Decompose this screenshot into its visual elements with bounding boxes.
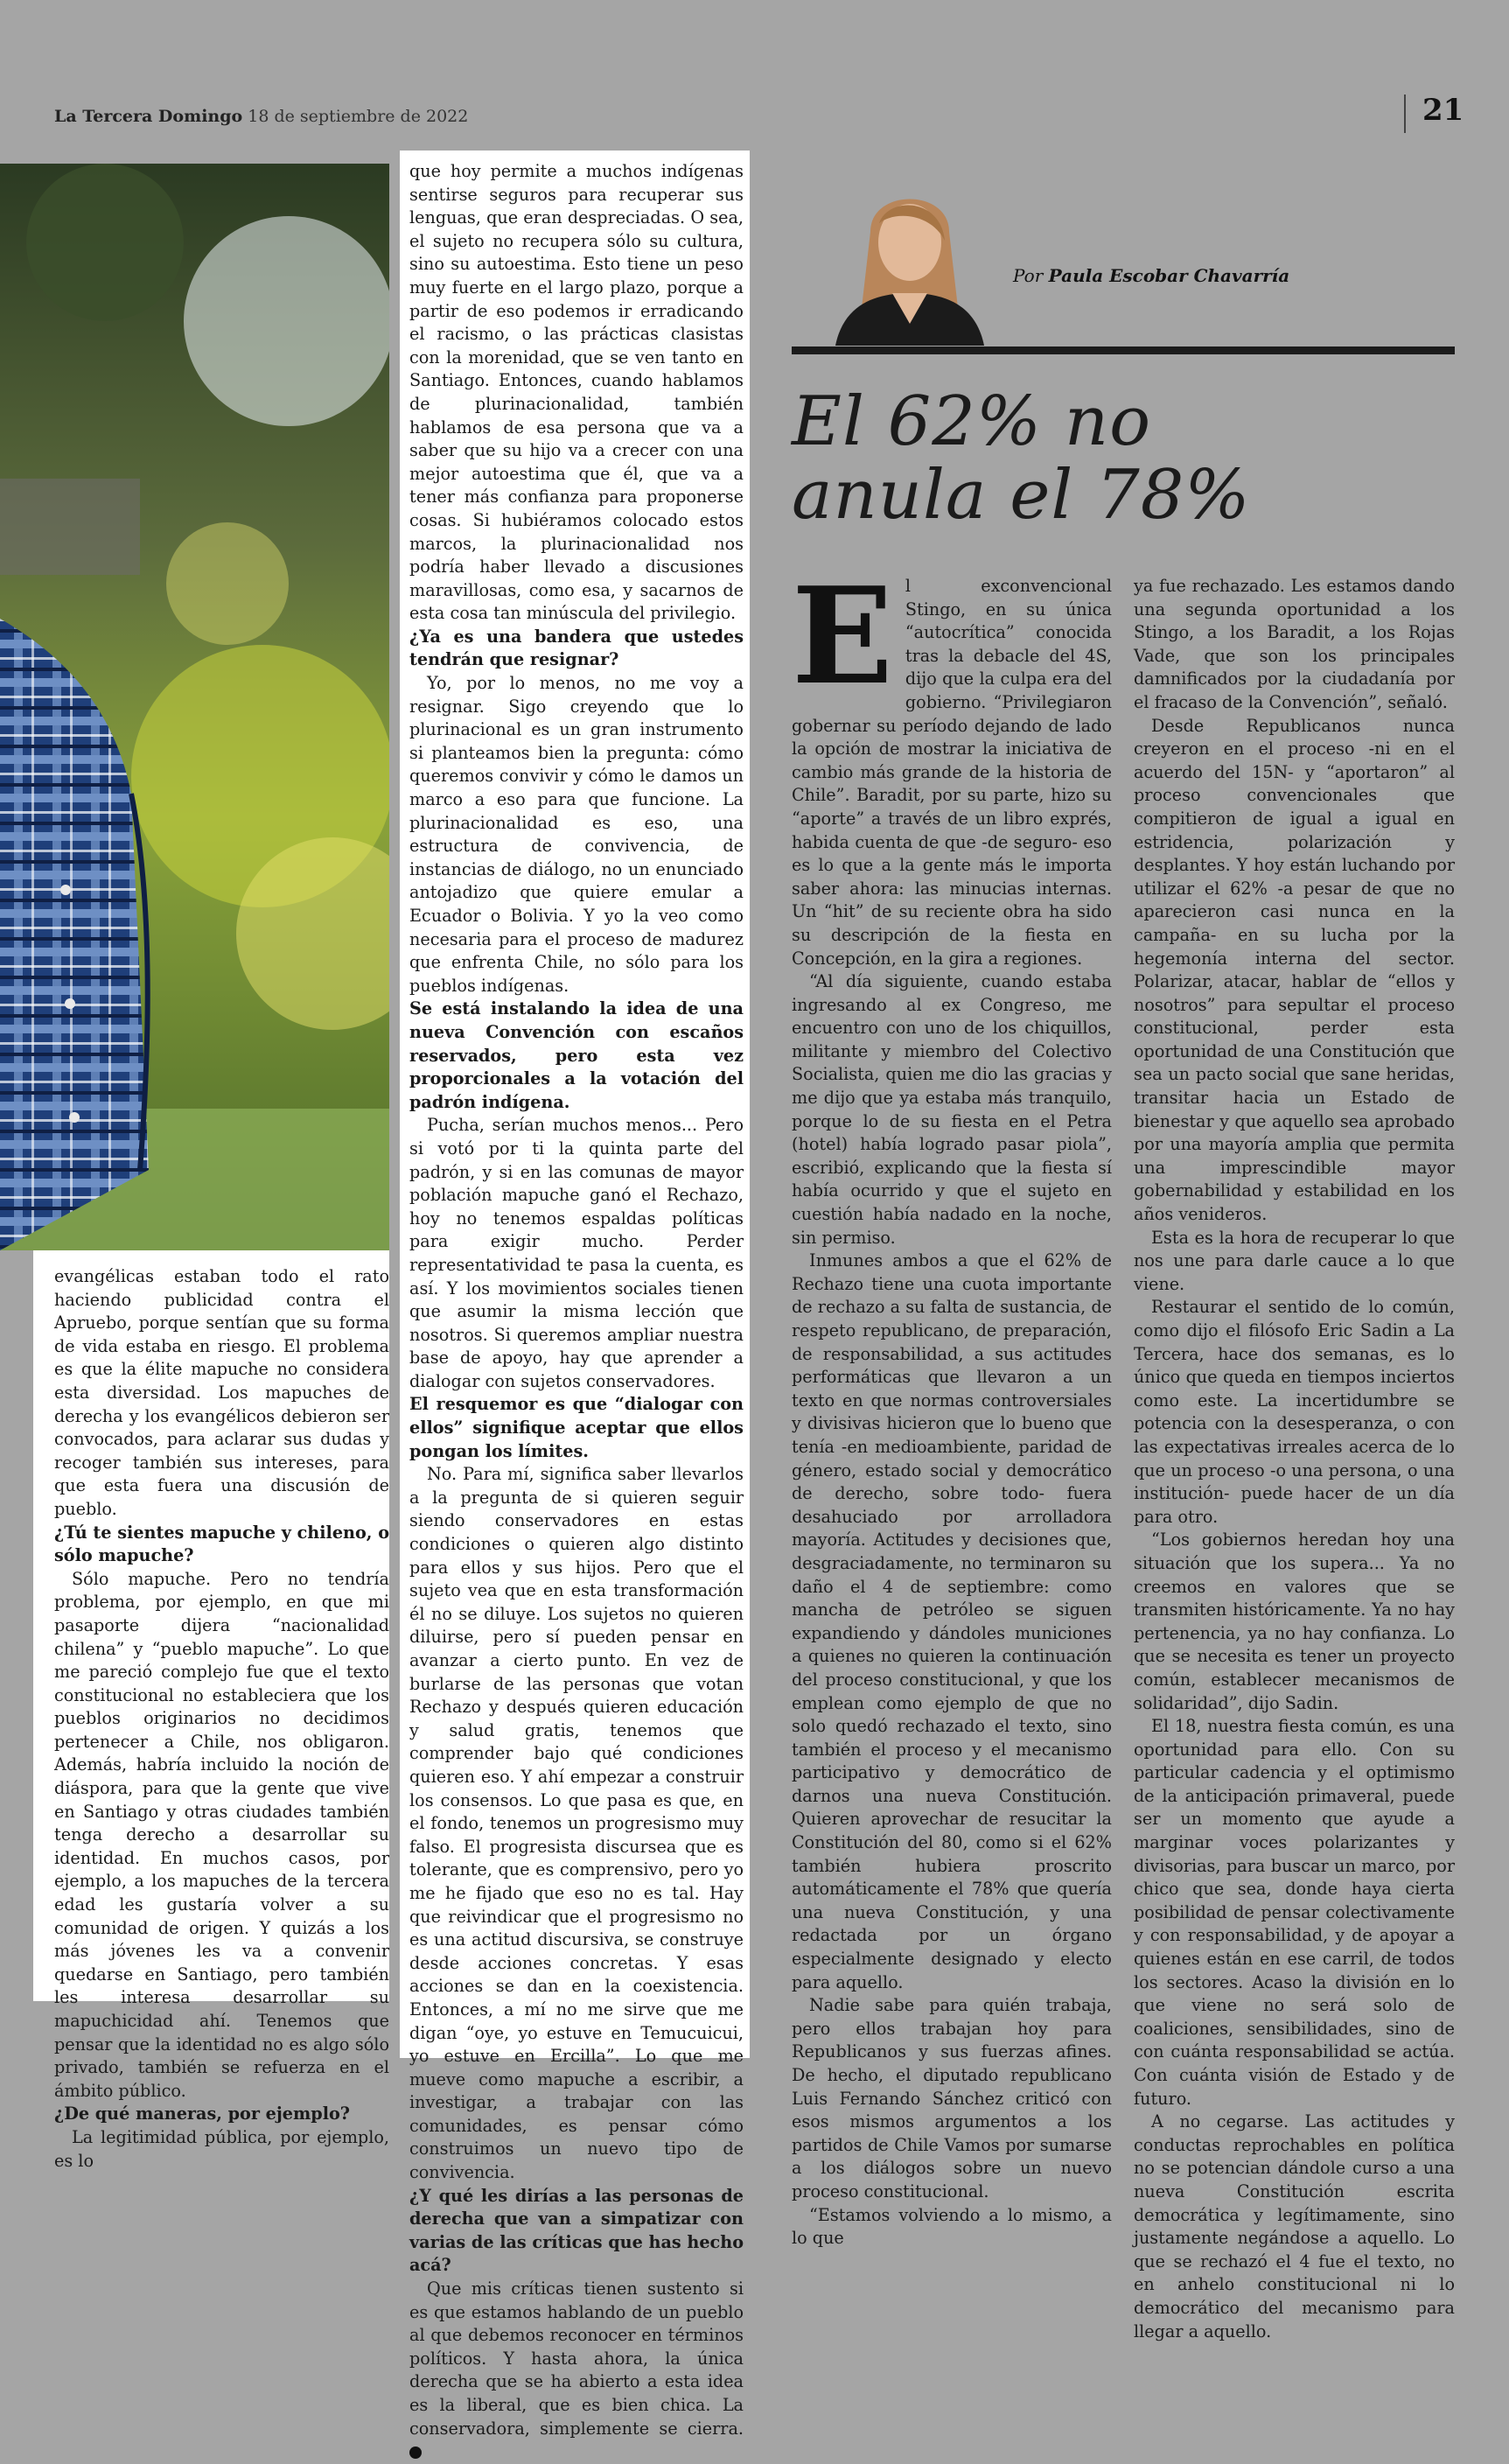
author-name: Paula Escobar Chavarría xyxy=(1048,265,1290,286)
headline-line-1: El 62% no xyxy=(792,382,1152,461)
paragraph-text: Que mis críticas tienen sustento si es que estamos hablando de un pueblo al que debemos reconocer en términos políticos. Y hasta ahora, la única derecha que se ha abierto a esta idea es la liberal, que es bien chica. La conservadora, simplemente se cierra. xyxy=(409,2278,744,2439)
page-number: 21 xyxy=(1422,93,1464,128)
paragraph: Sólo mapuche. Pero no tendría problema, por ejemplo, en que mi pasaporte dijera “nacionalidad chilena” y “pueblo mapuche”. Lo que me pareció complejo fue que el texto constitucional no estableciera que los pueblos originarios no decidimos pertenecer a Chile, nos obligaron. Además, habría incluido la noción de diáspora, para que la gente que vive en Santiago y otras ciudades también tenga derecho a desarrollar su identidad. En muchos casos, por ejemplo, a los mapuches de la tercera edad les gustaría volver a su comunidad de origen. Y quizás a los más jóvenes les va a convenir quedarse en Santiago, pero también les interesa desarrollar su mapuchicidad ahí. Tenemos que pensar que la identidad no es algo sólo privado, también se refuerza en el ámbito público. xyxy=(54,1568,389,2101)
byline-rule xyxy=(792,346,1455,354)
interview-question: Se está instalando la idea de una nueva Convención con escaños reservados, pero esta vez proporcionales a la votación del padrón indígena. xyxy=(409,998,744,1112)
paragraph: Desde Republicanos nunca creyeron en el proceso -ni en el acuerdo del 15N- y “aportaron” al proceso convencionales que compitieron de igual a igual en estridencia, polarización y desplantes. Y hoy están luchando por utilizar el 62% -a pesar de que no aparecieron casi nunca en la campaña- en su lucha por la hegemonía interna del sector. Polarizar, atacar, hablar de “ellos y nosotros” para sepultar el proceso constitucional, perder esta oportunidad de una Constitución que sea un pacto social que sane heridas, transitar hacia un Estado de bienestar y que aquello sea aprobado por una mayoría amplia que permita una imprescindible mayor gobernabilidad y estabilidad en los años venideros. xyxy=(1134,715,1455,1225)
header-divider xyxy=(1404,94,1406,133)
lead-paragraph xyxy=(792,557,1112,970)
interview-column-1 xyxy=(54,1265,389,2173)
end-of-article-icon xyxy=(409,2446,422,2459)
paragraph: No. Para mí, significa saber llevarlos a la pregunta de si quieren seguir siendo conservadores en estas condiciones o quieren algo distinto para ellos y sus hijos. Pero que el sujeto vea que en esta transformación él no se diluye. Los sujetos no quieren diluirse, pero sí pueden pensar en avanzar a cierto punto. En vez de burlarse de las personas que votan Rechazo y después quieren educación y salud gratis, tenemos que comprender bajo qué condiciones quieren eso. Y ahí empezar a construir los consensos. Lo que pasa es que, en el fondo, tenemos un progresismo muy falso. El progresista discursea que es tolerante, que es comprensivo, pero yo me he fijado que eso no es tal. Hay que reivindicar que el progresismo no es una actitud discursiva, se construye desde acciones concretas. Y esas acciones se dan en la coexistencia. Entonces, a mí no me sirve que me digan “oye, yo estuve en Temucuicui, yo estuve en Ercilla”. Lo que me mueve como mapuche a escribir, a investigar, a trabajar con las comunidades, es pensar cómo construimos un nuevo tipo de convivencia. xyxy=(409,1464,744,2183)
paragraph: ya fue rechazado. Les estamos dando una segunda oportunidad a los Stingo, a los Baradit, a los Rojas Vade, que son los principales damnificados por la ciudadanía por el fracaso de la Convención”, señaló. xyxy=(1134,576,1455,712)
lead-paragraph-text: l exconvencional Stingo, en su única “autocrítica” conocida tras la debacle del 4S, dijo que la culpa era del gobierno. “Privilegiaron gobernar su período dejando de lado la opción de mostrar la iniciativa de cambio más grande de la historia de Chile”. Baradit, por su parte, hizo su “aporte” a través de un libro exprés, habida cuenta de que -de seguro- eso es lo que a la gente más le importa saber ahora: las minucias internas. Un “hit” de su reciente obra ha sido su descripción de la fiesta en Concepción, en la gira a regiones. xyxy=(792,576,1112,969)
paragraph: Inmunes ambos a que el 62% de Rechazo tiene una cuota importante de rechazo a su falta de sustancia, de respeto republicano, de preparación, de responsabilidad, a sus actitudes performáticas que llevaron a un texto en que normas controversiales y divisivas hicieron que lo bueno que tenía -en medioambiente, paridad de género, estado social y democrático de derecho, sobre todo- fuera desahuciado por arrolladora mayoría. Actitudes y decisiones que, desgraciadamente, no terminaron su daño el 4 de septiembre: como mancha de petróleo se siguen expandiendo y dándoles municiones a quienes no quieren la continuación del proceso constitucional, y que los emplean como ejemplo de que no solo quedó rechazado el texto, sino también el proceso y el mecanismo participativo y democrático de darnos una nueva Constitución. Quieren aprovechar de resucitar la Constitución del 80, como si el 62% también hubiera proscrito automáticamente el 78% que quería una nueva Constitución, y una redactada por un órgano especialmente designado y electo para aquello. xyxy=(792,1250,1112,1992)
interview-question: ¿Tú te sientes mapuche y chileno, o sólo mapuche? xyxy=(54,1522,389,1566)
byline-prefix: Por xyxy=(1013,265,1044,286)
paragraph: “Los gobiernos heredan hoy una situación que los supera... Ya no creemos en valores que se transmiten históricamente. Ya no hay pertenencia, ya no hay confianza. Lo que se necesita es tener un proyecto común, establecer mecanismos de solidaridad”, dijo Sadin. xyxy=(1134,1530,1455,1713)
interview-column-2 xyxy=(409,160,744,2464)
interview-question: ¿Y qué les dirías a las personas de derecha que van a simpatizar con varias de las críticas que has hecho acá? xyxy=(409,2185,744,2276)
paragraph: Esta es la hora de recuperar lo que nos une para darle cauce a lo que viene. xyxy=(1134,1227,1455,1294)
publication-date: 18 de septiembre de 2022 xyxy=(248,107,469,126)
paragraph: “Al día siguiente, cuando estaba ingresando al ex Congreso, me encuentro con uno de los chiquillos, militante y miembro del Colectivo Socialista, quien me dio las gracias y me dijo que ya estaba más tranquilo, porque lo de su fiesta en el Petra (hotel) había logrado pasar piola”, escribió, explicando que la fiesta sí había ocurrido y que el sujeto en cuestión había nadado en la noche, sin permiso. xyxy=(792,971,1112,1248)
column-text-a xyxy=(792,557,1112,2250)
publication-name: La Tercera Domingo xyxy=(54,107,243,126)
headline-line-2: anula el 78% xyxy=(792,456,1251,535)
drop-cap: E xyxy=(792,557,893,714)
paragraph xyxy=(409,2278,744,2464)
paragraph: Yo, por lo menos, no me voy a resignar. Sigo creyendo que lo plurinacional es un gran instrumento si planteamos bien la pregunta: cómo queremos convivir y cómo le damos un marco a eso para que funcione. La plurinacionalidad es eso, una estructura de convivencia, de instancias de diálogo, no un enunciado antojadizo que quiere emular a Ecuador o Bolivia. Y yo la veo como necesaria para el proceso de madurez que enfrenta Chile, no sólo para los pueblos indígenas. xyxy=(409,673,744,996)
column-text-b xyxy=(1134,575,1455,2343)
headline xyxy=(792,382,1457,535)
author-photo xyxy=(809,171,1010,346)
interviewee-photo xyxy=(0,164,389,1250)
interview-question: El resquemor es que “dialogar con ellos” signifique aceptar que ellos pongan los límites. xyxy=(409,1394,744,1461)
interview-question: ¿Ya es una bandera que ustedes tendrán que resignar? xyxy=(409,626,744,670)
paragraph: Restaurar el sentido de lo común, como dijo el filósofo Eric Sadin a La Tercera, hace dos semanas, es lo único que queda en tiempos inciertos como este. La incertidumbre se potencia con la desesperanza, o con las expectativas irreales acerca de lo que un proceso -o una persona, o una institución- puede hacer de un día para otro. xyxy=(1134,1297,1455,1527)
byline xyxy=(1013,265,1289,286)
paragraph: El 18, nuestra fiesta común, es una oportunidad para ello. Con su particular cadencia y el optimismo de la anticipación primaveral, puede ser un momento que ayude a marginar voces polarizantes y divisorias, para buscar un marco, por chico que sea, donde haya cierta posibilidad de pensar colectivamente y con responsabilidad, y de apoyar a quienes están en ese carril, de todos los sectores. Acaso la división en lo que viene no será solo de coaliciones, sensibilidades, sino de con cuánta responsabilidad se actúa. Con cuánta visión de Estado y de futuro. xyxy=(1134,1716,1455,2109)
paragraph: que hoy permite a muchos indígenas sentirse seguros para recuperar sus lenguas, que eran despreciadas. O sea, el sujeto no recupera sólo su cultura, sino su autoestima. Esto tiene un peso muy fuerte en el largo plazo, porque a partir de eso podemos ir erradicando el racismo, o las prácticas clasistas con la morenidad, que se ven tanto en Santiago. Entonces, cuando hablamos de plurinacionalidad, también hablamos de esa persona que va a saber que su hijo va a crecer con una mejor autoestima que él, que va a tener más confianza para proponerse cosas. Si hubiéramos colocado estos marcos, la plurinacionalidad nos podría haber llevado a discusiones maravillosas, como esa, y sacarnos de esta cosa tan minúscula del privilegio. xyxy=(409,161,744,624)
paragraph: Nadie sabe para quién trabaja, pero ellos trabajan hoy para Republicanos y sus fuerzas afines. De hecho, el diputado republicano Luis Fernando Sánchez criticó con esos mismos argumentos a los partidos de Chile Vamos por sumarse a los diálogos sobre un nuevo proceso constitucional. xyxy=(792,1995,1112,2202)
page-header xyxy=(54,107,468,126)
paragraph: La legitimidad pública, por ejemplo, es lo xyxy=(54,2126,389,2171)
paragraph: “Estamos volviendo a lo mismo, a lo que xyxy=(792,2204,1112,2249)
paragraph: A no cegarse. Las actitudes y conductas reprochables en política no se potencian dándole curso a una nueva Constitución escrita democrática y legítimamente, sino justamente negándose a aquello. Lo que se rechazó el 4 fue el texto, no en anhelo constitucional ni lo democrático del mecanismo para llegar a aquello. xyxy=(1134,2111,1455,2342)
paragraph: Pucha, serían muchos menos... Pero si votó por ti la quinta parte del padrón, y si en las comunas de mayor población mapuche ganó el Rechazo, hoy no tenemos espaldas políticas para exigir mucho. Perder representatividad te pasa la cuenta, es así. Y los movimientos sociales tienen que asumir la misma lección que nosotros. Si queremos ampliar nuestra base de apoyo, hay que aprender a dialogar con sujetos conservadores. xyxy=(409,1115,744,1391)
paragraph: evangélicas estaban todo el rato haciendo publicidad contra el Apruebo, porque sentían que su forma de vida estaba en riesgo. El problema es que la élite mapuche no considera esta diversidad. Los mapuches de derecha y los evangélicos debieron ser convocados, para aclarar sus dudas y recoger también sus intereses, para que esta fuera una discusión de pueblo. xyxy=(54,1266,389,1519)
interview-question: ¿De qué maneras, por ejemplo? xyxy=(54,2104,351,2124)
